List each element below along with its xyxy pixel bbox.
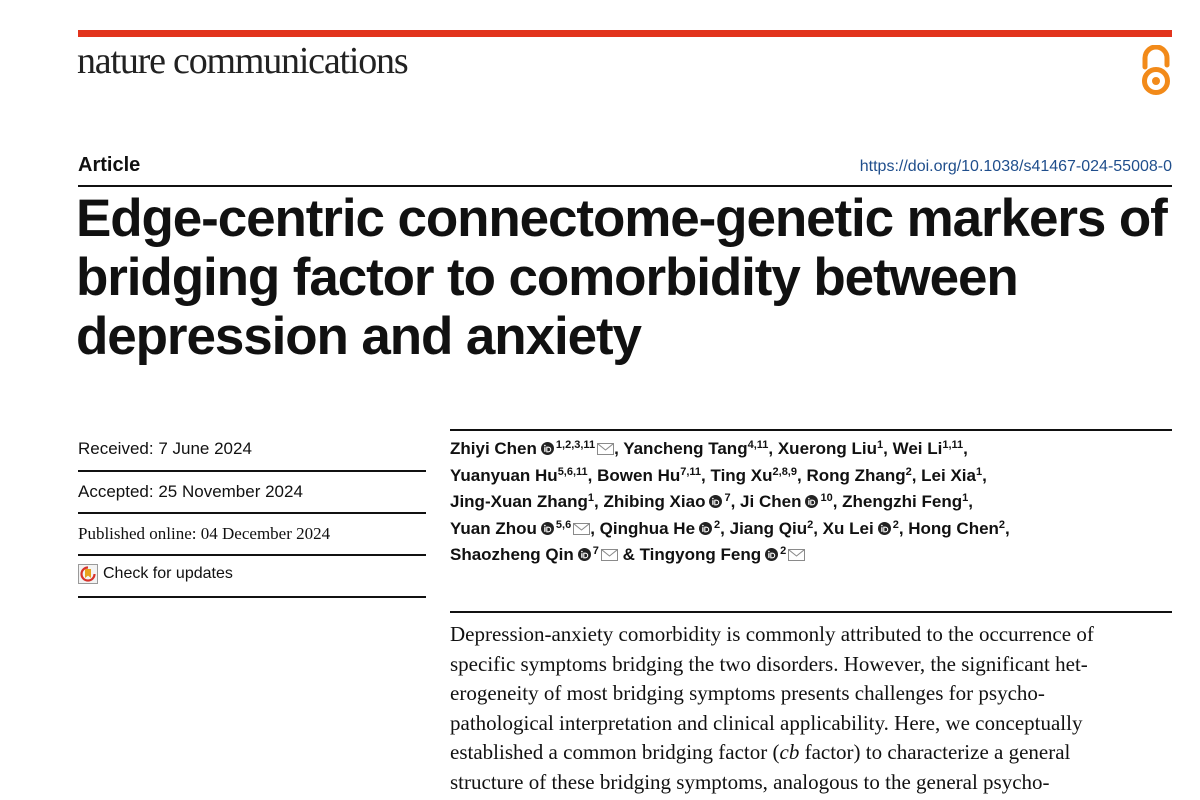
abstract-line: structure of these bridging symptoms, analogous to the general psycho- [450,769,1050,794]
author-line [450,542,1172,569]
author-affiliation-marker: 7 [724,492,731,504]
author-line [450,436,1172,463]
author-separator: , [883,439,893,458]
author-name[interactable] [450,545,618,564]
orcid-icon[interactable] [541,442,554,455]
author-separator: , [982,465,987,485]
title-line: depression and anxiety [76,307,641,366]
open-access-icon[interactable] [1136,45,1176,97]
meta-divider [78,512,426,514]
author-affiliation-marker: 7 [592,545,599,557]
orcid-icon[interactable] [765,548,778,561]
abstract-line: pathological interpretation and clinical applicability. Here, we conceptually [450,710,1083,735]
author-separator: , [832,492,843,511]
meta-divider [78,554,426,556]
author-name-text: Bowen Hu [597,465,681,485]
author-name[interactable] [908,519,1005,538]
author-affiliation-marker: 2,8,9 [772,465,797,478]
authors-divider [450,429,1172,431]
author-name[interactable] [778,439,883,458]
received-date: Received: 7 June 2024 [78,439,252,458]
abstract-line: erogeneity of most bridging symptoms presents challenges for psycho- [450,681,1045,706]
author-name[interactable] [740,492,833,511]
author-affiliation-marker: 1 [975,465,983,478]
author-name-text: Yuanyuan Hu [450,465,558,485]
email-icon[interactable] [573,523,590,535]
author-affiliation-marker: 5,6 [555,518,572,531]
author-affiliation-marker: 1 [962,492,969,504]
author-name[interactable] [450,439,614,458]
doi-link[interactable]: https://doi.org/10.1038/s41467-024-55008-0 [859,158,1172,175]
author-affiliation-marker: 2 [807,518,814,531]
author-line [450,489,1172,516]
author-name-text: Ji Chen [740,492,802,511]
author-separator: , [701,465,711,485]
author-name-text: Zhibing Xiao [603,492,706,511]
author-name-text: Lei Xia [921,465,976,485]
article-type-label: Article [78,154,141,176]
author-name-text: Yuan Zhou [450,518,537,538]
author-affiliation-marker: 1 [587,492,595,504]
author-separator: , [720,518,730,538]
author-name[interactable] [640,545,806,564]
orcid-icon[interactable] [699,522,712,535]
author-separator: , [963,439,968,458]
article-title [76,189,1186,366]
author-separator: & [617,545,640,564]
author-separator: , [1005,518,1010,538]
author-affiliation-marker: 2 [780,545,787,557]
author-name-text: Tingyong Feng [639,545,762,564]
author-affiliation-marker: 7,11 [680,465,702,478]
author-list [450,436,1172,569]
author-separator: , [730,492,741,511]
author-affiliation-marker: 2 [905,465,912,478]
author-name[interactable] [623,439,768,458]
author-line [450,463,1172,490]
abstract-line: Depression-anxiety comorbidity is commonly attributed to the occurrence of [450,622,1094,646]
orcid-icon[interactable] [709,495,722,508]
author-affiliation-marker: 1,11 [942,439,964,451]
accepted-date: Accepted: 25 November 2024 [78,482,303,501]
orcid-icon[interactable] [541,522,554,535]
author-name-text: Wei Li [892,439,943,458]
author-separator: , [590,518,600,538]
author-affiliation-marker: 10 [820,492,833,504]
author-name[interactable] [730,519,814,538]
abstract-divider [450,611,1172,613]
author-name-text: Shaozheng Qin [450,545,574,564]
meta-divider [78,596,426,598]
author-separator: , [796,465,807,485]
author-separator: , [594,492,604,511]
author-affiliation-marker: 5,6,11 [557,465,588,478]
author-name-text: Rong Zhang [806,465,906,485]
author-separator: , [911,465,922,485]
email-icon[interactable] [597,443,614,455]
orcid-icon[interactable] [578,548,591,561]
author-line [450,516,1172,543]
author-name[interactable] [450,466,588,485]
author-name-text: Qinghua He [599,518,696,538]
author-separator: , [813,518,823,538]
author-name[interactable] [450,492,594,511]
check-for-updates-label: Check for updates [103,565,233,582]
author-name-text: Zhengzhi Feng [842,492,963,511]
check-for-updates-button[interactable] [78,564,233,584]
check-updates-icon [78,564,98,584]
author-name[interactable] [450,519,590,538]
author-affiliation-marker: 4,11 [747,439,769,451]
author-separator: , [587,465,598,485]
author-name-text: Ting Xu [710,465,773,485]
title-line: bridging factor to comorbidity between [76,248,1018,307]
orcid-icon[interactable] [805,495,818,508]
journal-name[interactable]: nature communications [77,40,408,82]
abstract [450,620,1190,798]
author-name[interactable] [711,466,797,485]
email-icon[interactable] [601,549,618,561]
author-name-text: Zhiyi Chen [450,439,537,458]
published-date: Published online: 04 December 2024 [78,524,331,543]
meta-divider [78,470,426,472]
title-divider [78,185,1172,187]
journal-accent-bar [78,30,1172,37]
author-affiliation-marker: 2 [714,518,721,531]
author-affiliation-marker: 2 [892,518,899,531]
author-name[interactable] [600,519,721,538]
author-name[interactable] [603,492,730,511]
author-name[interactable] [893,439,964,458]
author-name-text: Hong Chen [908,518,999,538]
author-affiliation-marker: 1 [877,439,884,451]
email-icon[interactable] [788,549,805,561]
author-name-text: Yancheng Tang [623,439,748,458]
abstract-line: specific symptoms bridging the two disorders. However, the significant het- [450,651,1088,676]
author-separator: , [898,518,909,538]
abstract-line: established a common bridging factor (cb factor) to characterize a general [450,740,1071,765]
author-name-text: Xuerong Liu [777,439,878,458]
author-name[interactable] [921,466,982,485]
author-name[interactable] [806,466,911,485]
author-name[interactable] [597,466,701,485]
author-name[interactable] [842,492,968,511]
author-affiliation-marker: 2 [998,518,1006,531]
author-affiliation-marker: 1,2,3,11 [555,439,596,451]
author-name-text: Xu Lei [822,518,874,538]
author-name-text: Jing-Xuan Zhang [450,492,588,511]
title-line: Edge-centric connectome-genetic markers of [76,189,1167,248]
author-separator: , [614,439,624,458]
author-separator: , [968,492,973,511]
author-name[interactable] [823,519,899,538]
author-separator: , [768,439,778,458]
author-name-text: Jiang Qiu [729,518,808,538]
orcid-icon[interactable] [878,522,891,535]
